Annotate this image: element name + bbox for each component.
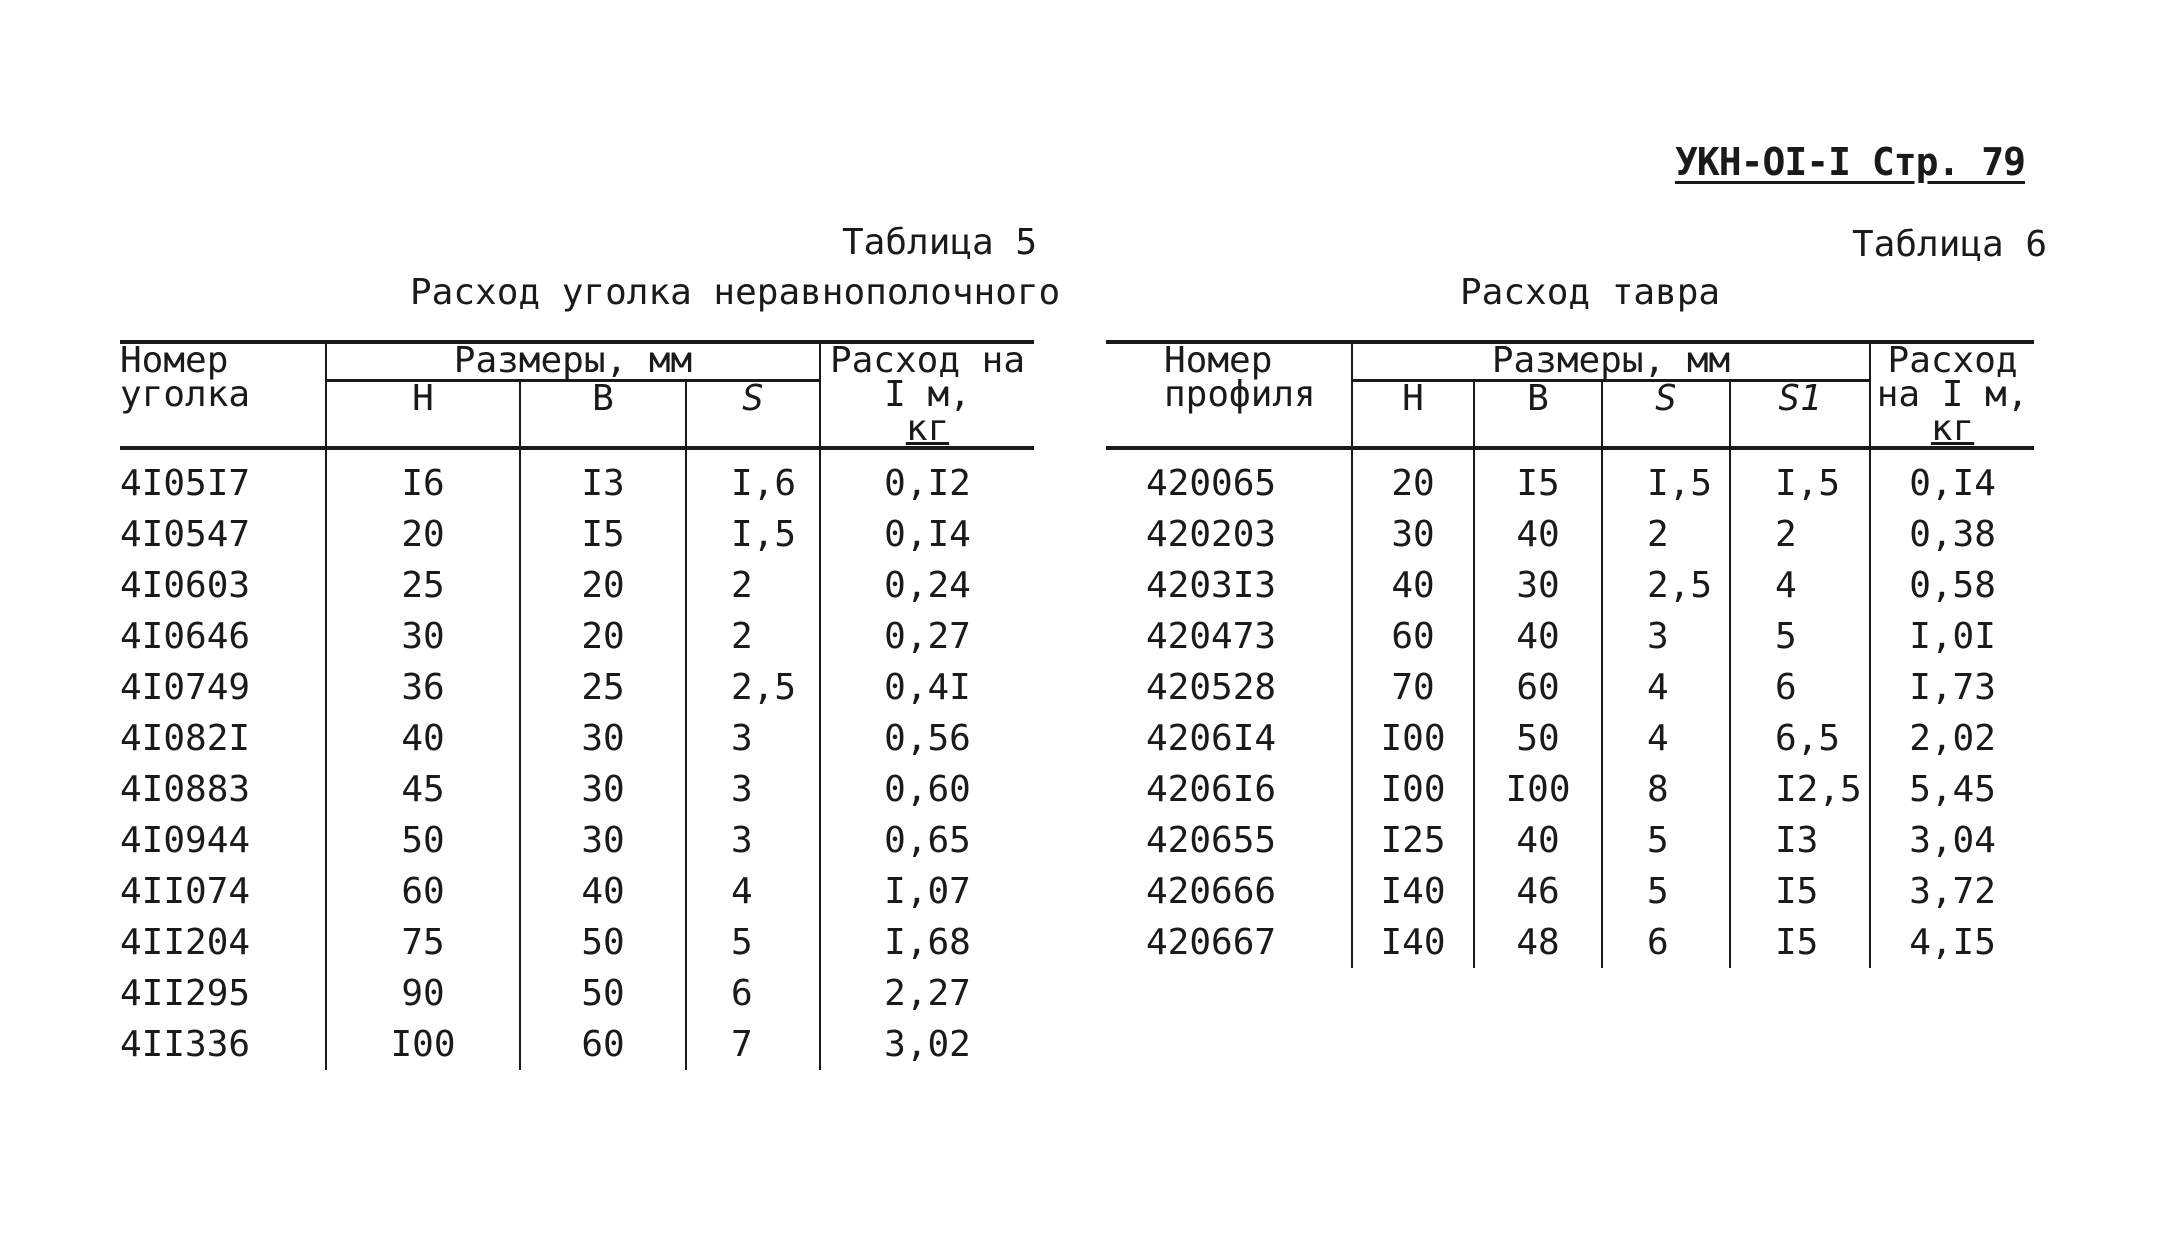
table-cell: 3 [686,713,820,764]
table-cell: 0,4I [820,662,1034,713]
table-cell: 20 [520,611,686,662]
table-cell: 2 [1730,509,1870,560]
table-cell: 40 [1352,560,1474,611]
table-cell: 0,I4 [1870,448,2034,509]
table-cell: 420667 [1146,922,1277,963]
table-cell: 40 [1474,815,1602,866]
table-cell: 4I0944 [120,820,251,861]
table-cell: 30 [520,713,686,764]
table-cell: I5 [1730,866,1870,917]
table-cell: 30 [520,815,686,866]
document-code: УКН-OI-I Стр. 79 [1674,140,2025,184]
table-cell: 0,24 [820,560,1034,611]
table-cell: 25 [326,560,520,611]
table-cell: I00 [1474,764,1602,815]
table-cell: 45 [326,764,520,815]
table-row [1106,611,2034,662]
table-cell: 0,56 [820,713,1034,764]
table-row [120,917,1034,968]
table-cell: 20 [326,509,520,560]
table-row [120,713,1034,764]
table-cell: I3 [1730,815,1870,866]
table-cell: 5 [1602,866,1730,917]
table-cell: I3 [520,448,686,509]
table-cell: 7 [686,1019,820,1070]
table-cell: 3,72 [1870,866,2034,917]
table-cell: I00 [1352,764,1474,815]
table-cell: 5,45 [1870,764,2034,815]
table-cell: 5 [686,917,820,968]
table6-header-b: В [1474,381,1602,448]
table-cell: I00 [1352,713,1474,764]
table-row [120,509,1034,560]
table6-header-id: Номер профиля [1106,342,1352,448]
table-cell: 2,02 [1870,713,2034,764]
table-cell: 2 [686,560,820,611]
table-cell: 20 [520,560,686,611]
table-cell: 4I0883 [120,769,251,810]
table-cell: 2,27 [820,968,1034,1019]
table-row [120,764,1034,815]
table-cell: 4206I6 [1146,769,1277,810]
table-cell: 6 [686,968,820,1019]
table-cell: 3,04 [1870,815,2034,866]
table-row [1106,917,2034,968]
table6-header-s1: S1 [1730,381,1870,448]
table-cell: 60 [326,866,520,917]
table-row [120,611,1034,662]
table5-header-use [820,342,1034,448]
table-cell: 0,65 [820,815,1034,866]
table-cell: I,5 [1602,448,1730,509]
table6-header-use-unit: кг [1930,408,1975,449]
table-cell: 0,58 [1870,560,2034,611]
table-cell: 75 [326,917,520,968]
table-cell: 48 [1474,917,1602,968]
table-cell: 0,I2 [820,448,1034,509]
table-cell: 60 [1474,662,1602,713]
table6-header-use-text: Расход на I м, [1876,340,2029,415]
table-cell: I40 [1352,917,1474,968]
table-cell: 4 [1602,662,1730,713]
table-cell: 46 [1474,866,1602,917]
table-cell: I,73 [1870,662,2034,713]
table-cell: 3 [1602,611,1730,662]
table-cell: 4II204 [120,922,251,963]
table-row [1106,866,2034,917]
table-cell: 70 [1352,662,1474,713]
table5 [120,340,1034,1070]
table-cell: 420528 [1146,667,1277,708]
table5-header-use-unit: кг [905,408,950,449]
table-cell: I,5 [1730,448,1870,509]
table-row [1106,764,2034,815]
table-cell: 4I0646 [120,616,251,657]
table-cell: 420666 [1146,871,1277,912]
table-cell: 3 [686,815,820,866]
table-cell: I,0I [1870,611,2034,662]
table5-title: Расход уголка неравнополочного [410,272,1061,313]
table-cell: 4206I4 [1146,718,1277,759]
table-cell: 2,5 [1602,560,1730,611]
table-cell: 3,02 [820,1019,1034,1070]
table-cell: 4II295 [120,973,251,1014]
table-cell: 20 [1352,448,1474,509]
table-row [1106,713,2034,764]
table-cell: I25 [1352,815,1474,866]
table-cell: 4I0547 [120,514,251,555]
table-cell: 4203I3 [1146,565,1277,606]
table-cell: 50 [520,917,686,968]
table-row [1106,662,2034,713]
table-cell: 50 [1474,713,1602,764]
table-cell: 5 [1730,611,1870,662]
table-cell: I2,5 [1730,764,1870,815]
table-cell: I,6 [686,448,820,509]
table-cell: 40 [1474,509,1602,560]
table-cell: I,07 [820,866,1034,917]
table-row [120,560,1034,611]
table-cell: 3 [686,764,820,815]
table-row [1106,448,2034,509]
table-row [1106,560,2034,611]
table6-body [1106,448,2034,968]
table-cell: 40 [326,713,520,764]
table-cell: 36 [326,662,520,713]
table6 [1106,340,2034,968]
table6-header-dims: Размеры, мм [1352,342,1870,381]
table5-body [120,448,1034,1070]
table-cell: 30 [326,611,520,662]
table-cell: 4,I5 [1870,917,2034,968]
table5-header-use-text: Расход на I м, [829,340,1026,415]
table-cell: I40 [1352,866,1474,917]
table5-header-b: В [520,381,686,448]
table-cell: 6,5 [1730,713,1870,764]
table-cell: 50 [326,815,520,866]
table-cell: 5 [1602,815,1730,866]
table5-number: Таблица 5 [842,222,1038,263]
table-cell: 40 [1474,611,1602,662]
table-cell: 60 [520,1019,686,1070]
table-cell: 420473 [1146,616,1277,657]
table6-title: Расход тавра [1460,272,1721,313]
table-cell: 4II336 [120,1024,251,1065]
table-row [120,866,1034,917]
table-cell: 0,27 [820,611,1034,662]
table-row [120,815,1034,866]
table6-header-use [1870,342,2034,448]
table-cell: 60 [1352,611,1474,662]
table-row [120,448,1034,509]
table5-header-h: Н [326,381,520,448]
table-row [120,1019,1034,1070]
table-cell: I5 [1730,917,1870,968]
table5-header-id: Номер уголка [120,342,326,448]
table-cell: 4 [1602,713,1730,764]
table-row [120,968,1034,1019]
table-row [1106,815,2034,866]
table-cell: I5 [1474,448,1602,509]
table-cell: 30 [520,764,686,815]
table-cell: 420655 [1146,820,1277,861]
table5-header-s: S [686,381,820,448]
table-row [1106,509,2034,560]
table-cell: I6 [326,448,520,509]
table-cell: 420203 [1146,514,1277,555]
table-cell: 8 [1602,764,1730,815]
table-cell: 30 [1474,560,1602,611]
table-row [120,662,1034,713]
table-cell: 2 [686,611,820,662]
table-cell: 50 [520,968,686,1019]
table-cell: 0,60 [820,764,1034,815]
table-cell: 2,5 [686,662,820,713]
table5-header-dims: Размеры, мм [326,342,820,381]
table6-header-h: Н [1352,381,1474,448]
table-cell: 4 [1730,560,1870,611]
table-cell: I5 [520,509,686,560]
table-cell: I,5 [686,509,820,560]
table-cell: 30 [1352,509,1474,560]
table-cell: 4I0603 [120,565,251,606]
table-cell: 25 [520,662,686,713]
table-cell: 4I082I [120,718,251,759]
table-cell: 6 [1602,917,1730,968]
table-cell: 420065 [1146,463,1277,504]
table-cell: 90 [326,968,520,1019]
table-cell: 0,I4 [820,509,1034,560]
table-cell: 4I05I7 [120,463,251,504]
table-cell: 4 [686,866,820,917]
table6-header-s: S [1602,381,1730,448]
table-cell: 2 [1602,509,1730,560]
table-cell: I,68 [820,917,1034,968]
table-cell: 4II074 [120,871,251,912]
table-cell: 40 [520,866,686,917]
table-cell: 0,38 [1870,509,2034,560]
table-cell: 6 [1730,662,1870,713]
table6-number: Таблица 6 [1852,224,2048,265]
table-cell: I00 [326,1019,520,1070]
table-cell: 4I0749 [120,667,251,708]
